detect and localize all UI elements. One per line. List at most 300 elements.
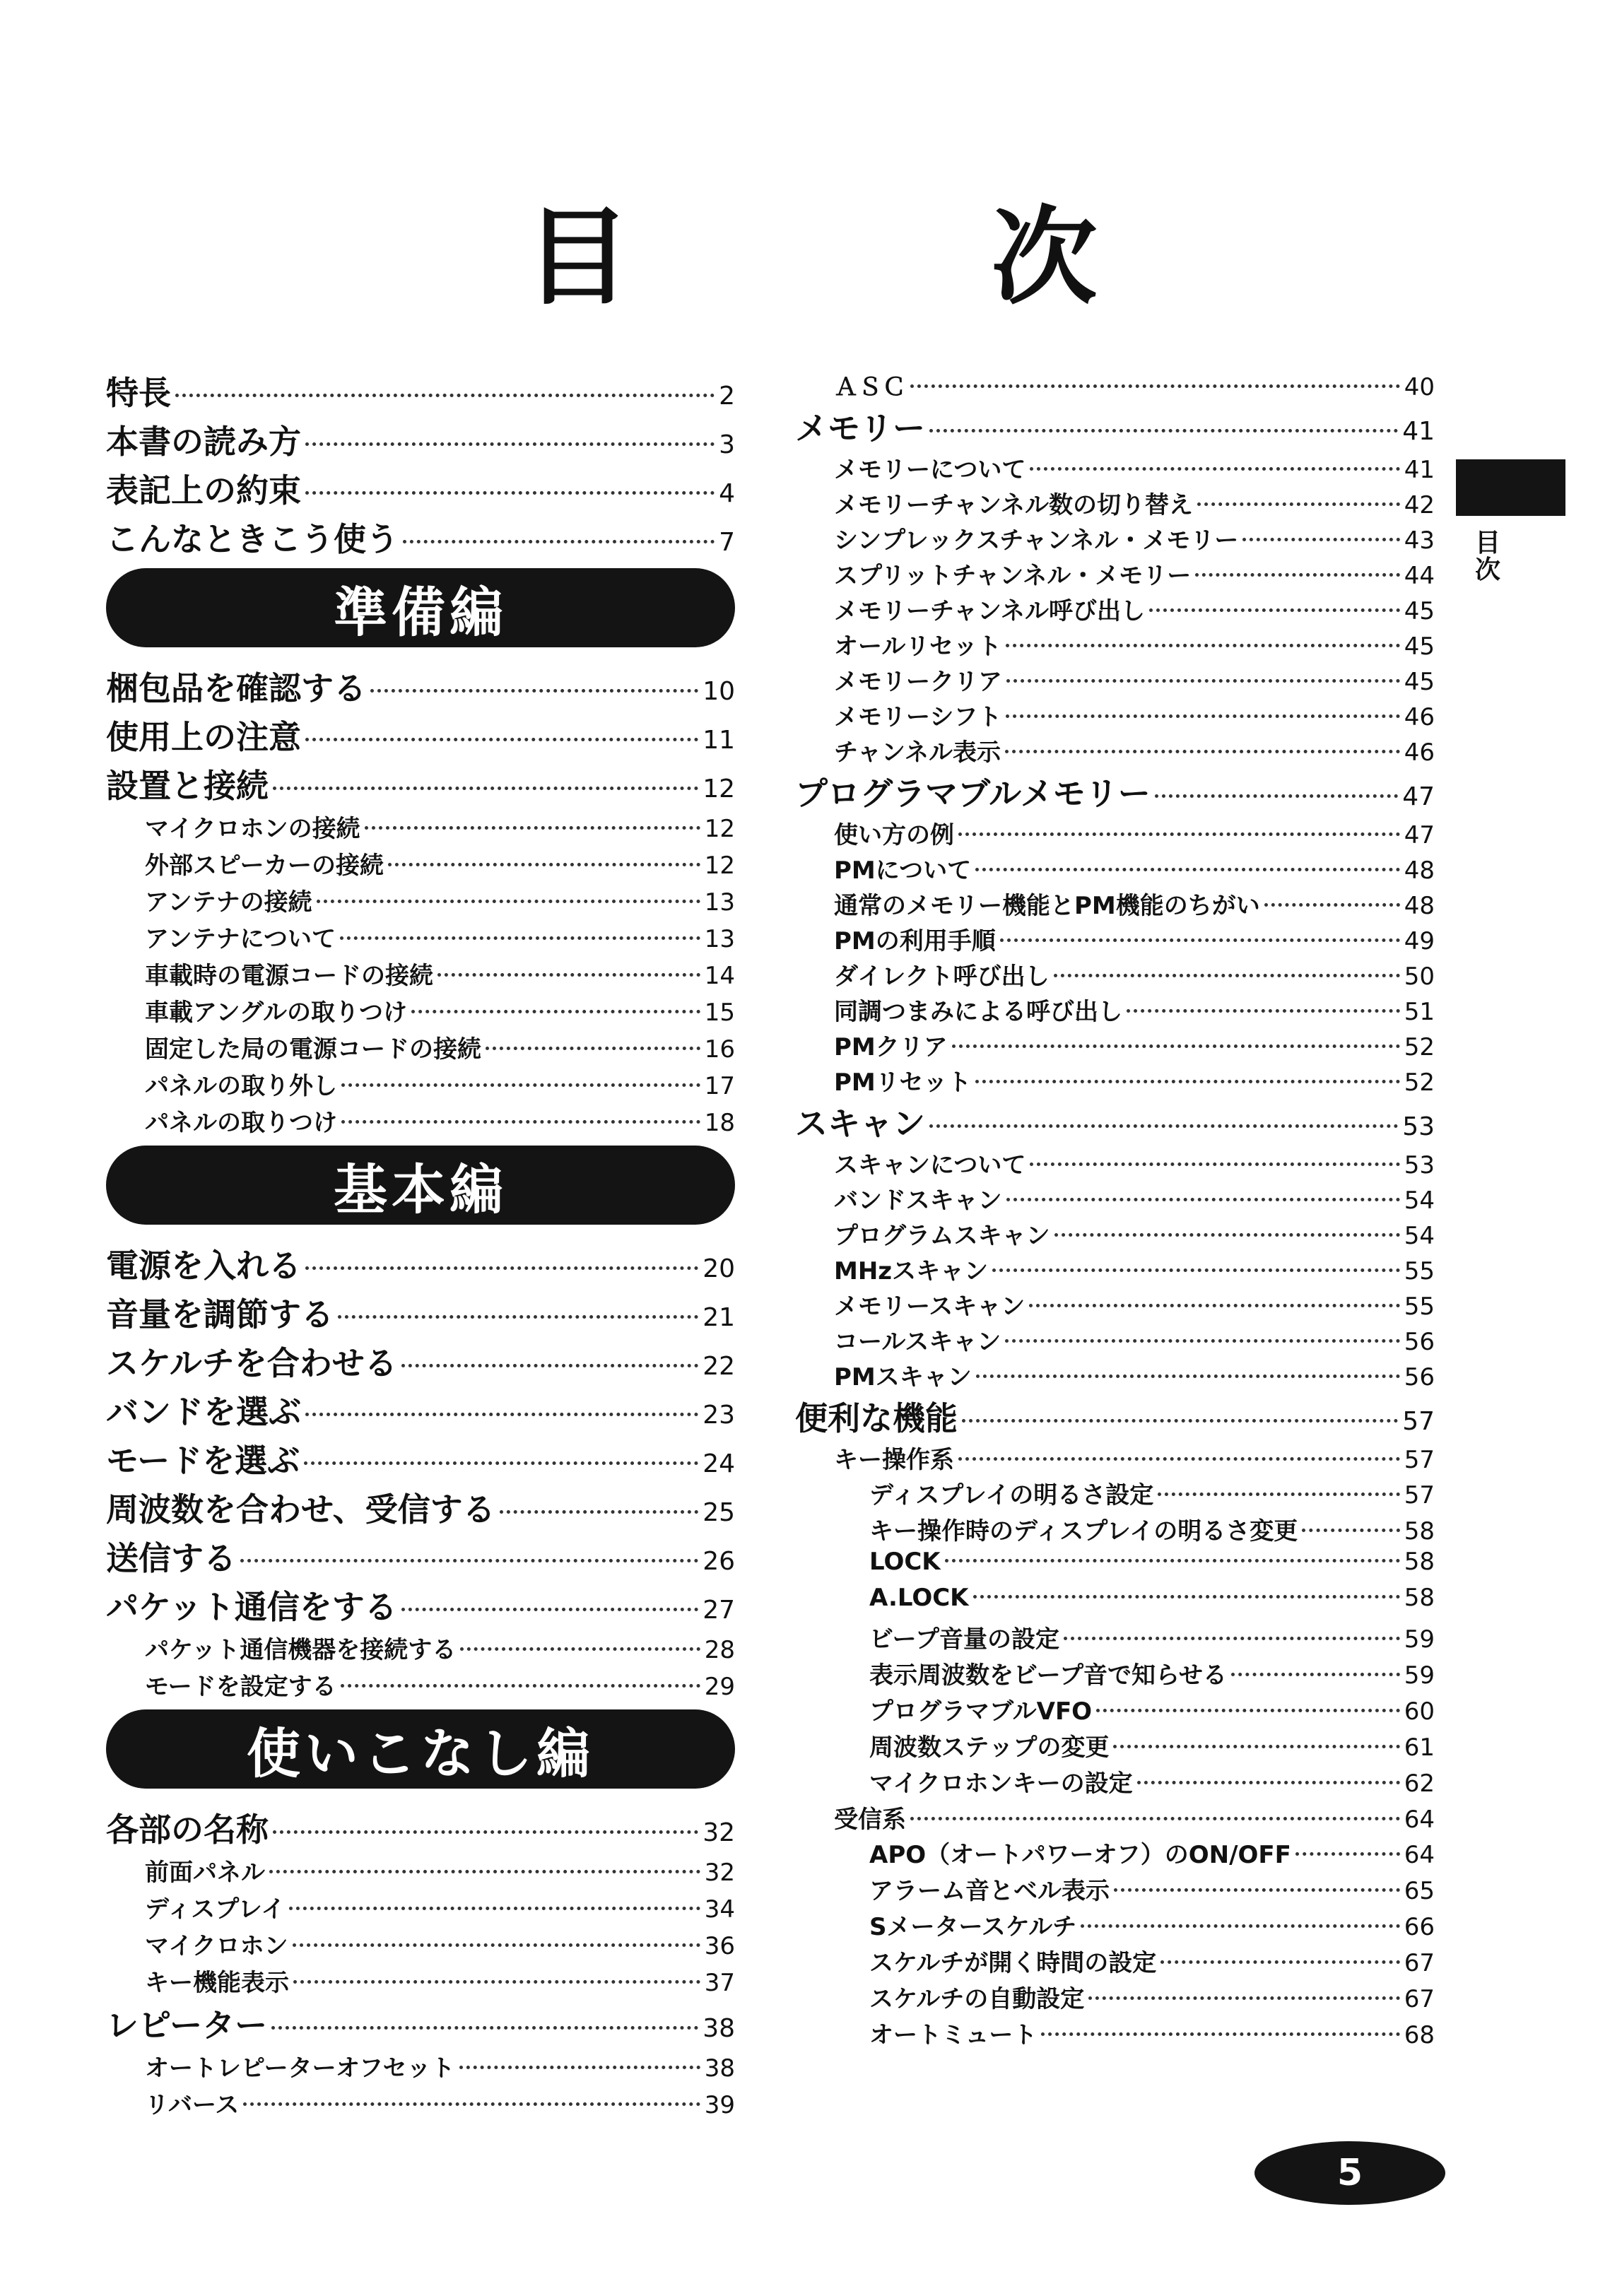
toc-entry[interactable] <box>106 809 735 846</box>
toc-entry[interactable] <box>795 1548 1435 1584</box>
toc-entry[interactable] <box>795 733 1435 768</box>
toc-entry-page: 29 <box>704 1673 735 1701</box>
toc-entry[interactable] <box>795 768 1435 816</box>
dot-leader <box>273 1830 698 1834</box>
toc-entry[interactable] <box>795 1287 1435 1322</box>
toc-entry[interactable] <box>106 1890 735 1926</box>
toc-entry[interactable] <box>106 1338 735 1387</box>
toc-entry-page: 39 <box>704 2091 735 2119</box>
toc-entry-page: 56 <box>1404 1363 1435 1391</box>
dot-leader <box>1195 573 1399 577</box>
toc-entry[interactable] <box>795 1098 1435 1146</box>
toc-entry[interactable] <box>795 1800 1435 1835</box>
toc-entry-page: 59 <box>1404 1625 1435 1654</box>
toc-entry-page: 59 <box>1404 1661 1435 1690</box>
toc-entry[interactable] <box>795 1584 1435 1620</box>
dot-leader <box>293 1980 700 1984</box>
toc-entry-title: 周波数を合わせ、受信する <box>106 1490 495 1529</box>
toc-entry[interactable] <box>795 1835 1435 1871</box>
dot-leader <box>1041 2032 1399 2036</box>
toc-entry-page: 3 <box>719 430 735 459</box>
toc-entry[interactable] <box>106 1926 735 1963</box>
dot-leader <box>1054 1233 1400 1237</box>
toc-entry-page: 13 <box>704 888 735 917</box>
section-tab-marker <box>1456 459 1565 516</box>
toc-entry-title: モードを設定する <box>145 1673 336 1701</box>
toc-entry[interactable] <box>795 992 1435 1028</box>
toc-entry-title: モードを選ぶ <box>106 1442 300 1480</box>
toc-entry-title: パネルの取りつけ <box>145 1109 337 1137</box>
toc-entry[interactable] <box>795 1028 1435 1063</box>
dot-leader <box>975 1080 1399 1083</box>
dot-leader <box>958 832 1400 836</box>
toc-entry-page: 66 <box>1404 1913 1435 1941</box>
section-banner: 使いこなし編 <box>106 1709 735 1789</box>
dot-leader <box>1029 1304 1399 1307</box>
dot-leader <box>1005 750 1400 753</box>
toc-entry-title: マイクロホン <box>145 1932 288 1960</box>
dot-leader <box>401 1364 698 1367</box>
toc-entry-page: 12 <box>703 775 735 803</box>
dot-leader <box>437 973 700 977</box>
toc-entry-title: スケルチを合わせる <box>106 1344 397 1382</box>
toc-entry[interactable] <box>795 957 1435 992</box>
toc-entry[interactable] <box>106 712 735 760</box>
dot-leader <box>1088 1996 1399 2000</box>
toc-entry-page: 49 <box>1404 927 1435 955</box>
toc-entry-title: メモリーについて <box>834 456 1026 484</box>
toc-entry-title: プログラマブルメモリー <box>795 775 1151 813</box>
dot-leader <box>1006 679 1400 683</box>
toc-entry-page: 58 <box>1404 1517 1435 1546</box>
toc-entry-title: 表示周波数をビープ音で知らせる <box>869 1661 1227 1690</box>
dot-leader <box>1295 1852 1400 1856</box>
toc-entry[interactable] <box>106 1240 735 1289</box>
toc-entry-page: 14 <box>704 962 735 990</box>
toc-entry-title: 車載時の電源コードの接続 <box>145 962 433 990</box>
toc-entry[interactable] <box>106 1387 735 1435</box>
toc-entry-title: 周波数ステップの変更 <box>869 1733 1110 1762</box>
toc-entry[interactable] <box>795 1764 1435 1800</box>
dot-leader <box>305 491 715 495</box>
dot-leader <box>243 2102 700 2106</box>
toc-entry[interactable] <box>106 993 735 1030</box>
dot-leader <box>1302 1529 1400 1532</box>
toc-entry-page: 54 <box>1404 1222 1435 1250</box>
toc-entry-page: 12 <box>704 815 735 843</box>
toc-entry[interactable] <box>106 1667 735 1704</box>
toc-entry[interactable] <box>795 591 1435 627</box>
toc-entry[interactable] <box>795 922 1435 957</box>
toc-entry-title: オートレピーターオフセット <box>145 2054 455 2083</box>
toc-entry[interactable] <box>106 846 735 883</box>
dot-leader <box>1158 1493 1400 1496</box>
toc-entry-page: 38 <box>704 2054 735 2083</box>
toc-entry[interactable] <box>795 1252 1435 1287</box>
toc-entry-title: チャンネル表示 <box>834 738 1001 767</box>
dot-leader <box>962 1419 1398 1423</box>
toc-entry-page: 38 <box>703 2014 735 2043</box>
toc-entry-page: 58 <box>1404 1584 1435 1612</box>
toc-entry-page: 67 <box>1404 1949 1435 1977</box>
toc-entry-title: オールリセット <box>834 632 1001 661</box>
toc-entry-page: 55 <box>1404 1257 1435 1285</box>
toc-entry-title: APO（オートパワーオフ）のON/OFF <box>869 1841 1291 1869</box>
dot-leader <box>1030 1162 1399 1166</box>
dot-leader <box>1005 1339 1399 1343</box>
toc-entry-title: 表記上の約束 <box>106 471 301 510</box>
toc-entry-title: PMスキャン <box>834 1363 972 1391</box>
dot-leader <box>1006 644 1400 647</box>
toc-entry-page: 37 <box>704 1969 735 1997</box>
toc-entry-title: ビープ音量の設定 <box>869 1625 1059 1654</box>
toc-entry-page: 45 <box>1404 597 1435 625</box>
toc-entry[interactable] <box>106 1853 735 1890</box>
toc-entry-page: 15 <box>704 999 735 1027</box>
toc-entry[interactable] <box>106 919 735 956</box>
toc-entry-title: キー操作系 <box>834 1446 954 1474</box>
dot-leader <box>341 1120 700 1124</box>
dot-leader <box>240 1559 698 1562</box>
toc-entry[interactable] <box>106 883 735 919</box>
toc-entry-title: 車載アングルの取りつけ <box>145 999 407 1027</box>
dot-leader <box>341 1083 700 1087</box>
dot-leader <box>1006 1198 1400 1201</box>
toc-entry[interactable] <box>106 465 735 514</box>
toc-entry[interactable] <box>795 1063 1435 1098</box>
toc-entry-title: ディスプレイの明るさ設定 <box>869 1481 1154 1509</box>
toc-entry-title: パネルの取り外し <box>145 1072 337 1100</box>
toc-entry-page: 57 <box>1404 1481 1435 1509</box>
toc-entry[interactable] <box>795 521 1435 556</box>
toc-entry[interactable] <box>106 956 735 993</box>
toc-entry-title: スケルチが開く時間の設定 <box>869 1949 1157 1977</box>
toc-left-column <box>106 367 735 2122</box>
toc-entry-page: 68 <box>1404 2021 1435 2049</box>
dot-leader <box>317 900 700 903</box>
toc-entry[interactable] <box>795 697 1435 733</box>
toc-entry-title: スキャン <box>795 1105 925 1143</box>
dot-leader <box>929 1124 1398 1128</box>
toc-entry-page: 27 <box>703 1596 735 1625</box>
toc-entry-title: 便利な機能 <box>795 1399 958 1437</box>
toc-entry-title: アラーム音とベル表示 <box>869 1877 1110 1905</box>
dot-leader <box>273 787 698 790</box>
toc-entry[interactable] <box>106 1484 735 1533</box>
toc-entry-page: 52 <box>1404 1068 1435 1097</box>
toc-entry-title: マイクロホンキーの設定 <box>869 1770 1133 1798</box>
dot-leader <box>1096 1709 1400 1712</box>
section-tab-label: 目次 <box>1474 529 1500 584</box>
dot-leader <box>952 1044 1400 1048</box>
toc-entry-page: 42 <box>1404 491 1435 519</box>
toc-entry-page: 45 <box>1404 668 1435 696</box>
toc-entry-title: キー操作時のディスプレイの明るさ変更 <box>869 1517 1298 1546</box>
toc-entry-page: 52 <box>1404 1033 1435 1061</box>
dot-leader <box>388 863 700 866</box>
dot-leader <box>341 1684 700 1688</box>
toc-entry-title: こんなときこう使う <box>106 520 399 558</box>
dot-leader <box>976 1374 1400 1378</box>
toc-entry-page: 11 <box>703 726 735 755</box>
toc-entry[interactable] <box>795 1393 1435 1440</box>
toc-entry-page: 58 <box>1404 1548 1435 1576</box>
toc-entry-title: オートミュート <box>869 2021 1038 2049</box>
toc-entry[interactable] <box>795 1620 1435 1656</box>
toc-entry[interactable] <box>795 2015 1435 2051</box>
toc-entry[interactable] <box>106 1630 735 1667</box>
dot-leader <box>403 540 715 543</box>
toc-entry-title: 梱包品を確認する <box>106 669 366 707</box>
dot-leader <box>973 1595 1400 1599</box>
toc-entry-title: レピーター <box>106 2006 268 2044</box>
dot-leader <box>401 1608 698 1611</box>
toc-entry-title: 固定した局の電源コードの接続 <box>145 1035 481 1064</box>
toc-entry[interactable] <box>106 663 735 712</box>
toc-entry-title: スケルチの自動設定 <box>869 1985 1085 2013</box>
dot-leader <box>338 1315 698 1319</box>
toc-entry[interactable] <box>795 1943 1435 1979</box>
dot-leader <box>975 868 1400 871</box>
section-banner: 準備編 <box>106 568 735 647</box>
dot-leader <box>340 936 700 940</box>
dot-leader <box>1006 714 1399 718</box>
toc-entry-title: 本書の読み方 <box>106 423 301 461</box>
dot-leader <box>365 826 700 830</box>
toc-entry-title: アンテナの接続 <box>145 888 312 917</box>
toc-entry-page: 57 <box>1402 1407 1435 1436</box>
toc-entry[interactable] <box>795 1728 1435 1764</box>
toc-entry-page: 47 <box>1402 782 1435 811</box>
toc-entry-page: 43 <box>1404 526 1435 555</box>
dot-leader <box>1155 794 1398 798</box>
toc-entry-title: バンドスキャン <box>834 1187 1002 1215</box>
dot-leader <box>1113 1745 1399 1748</box>
toc-entry-page: 46 <box>1404 738 1435 767</box>
toc-entry[interactable] <box>106 2000 735 2049</box>
toc-entry[interactable] <box>795 1907 1435 1943</box>
dot-leader <box>305 1413 698 1416</box>
dot-leader <box>1231 1673 1400 1676</box>
toc-entry-page: 65 <box>1404 1877 1435 1905</box>
dot-leader <box>1264 903 1400 907</box>
toc-entry-title: 特長 <box>106 374 171 412</box>
dot-leader <box>305 738 698 741</box>
toc-entry[interactable] <box>795 1322 1435 1358</box>
dot-leader <box>1242 538 1399 541</box>
toc-entry[interactable] <box>106 1030 735 1066</box>
toc-entry-title: シンプレックスチャンネル・メモリー <box>834 526 1239 555</box>
toc-entry[interactable] <box>795 662 1435 697</box>
toc-entry-title: PMの利用手順 <box>834 927 996 955</box>
toc-entry-title: ダイレクト呼び出し <box>834 962 1050 991</box>
toc-entry[interactable] <box>106 1804 735 1853</box>
toc-entry[interactable] <box>795 1476 1435 1512</box>
toc-entry-title: メモリーチャンネル数の切り替え <box>834 491 1193 519</box>
toc-entry-title: 前面パネル <box>145 1859 265 1887</box>
toc-entry-title: 使い方の例 <box>834 821 954 849</box>
dot-leader <box>305 1266 698 1270</box>
toc-entry-page: 50 <box>1404 962 1435 991</box>
toc-entry-page: 53 <box>1404 1151 1435 1179</box>
toc-entry-title: Sメータースケルチ <box>869 1913 1077 1941</box>
toc-entry[interactable] <box>106 2049 735 2085</box>
toc-entry-title: バンドを選ぶ <box>106 1393 301 1431</box>
toc-entry-page: 60 <box>1404 1697 1435 1726</box>
toc-entry-title: スキャンについて <box>834 1151 1026 1179</box>
dot-leader <box>486 1047 700 1050</box>
toc-entry[interactable] <box>795 886 1435 922</box>
page-number: 5 <box>1254 2141 1445 2205</box>
toc-entry[interactable] <box>106 1963 735 2000</box>
toc-entry-page: 47 <box>1404 821 1435 849</box>
toc-entry-page: 40 <box>1404 373 1435 401</box>
dot-leader <box>910 1817 1400 1820</box>
toc-entry-title: 音量を調節する <box>106 1295 334 1334</box>
toc-entry-title: 送信する <box>106 1539 236 1577</box>
toc-entry[interactable] <box>106 514 735 563</box>
toc-entry-page: 32 <box>703 1818 735 1847</box>
toc-entry[interactable] <box>795 1871 1435 1907</box>
toc-entry-title: キー機能表示 <box>145 1969 289 1997</box>
toc-entry-title: スプリットチャンネル・メモリー <box>834 562 1192 590</box>
dot-leader <box>1127 1009 1400 1013</box>
dot-leader <box>500 1510 699 1514</box>
dot-leader <box>411 1010 700 1013</box>
toc-entry-page: 46 <box>1404 703 1435 731</box>
toc-entry[interactable] <box>795 1216 1435 1252</box>
toc-entry[interactable] <box>106 367 735 416</box>
toc-entry-page: 25 <box>703 1498 735 1527</box>
toc-entry-page: 55 <box>1404 1293 1435 1321</box>
dot-leader <box>1030 467 1399 471</box>
dot-leader <box>460 1647 700 1651</box>
toc-entry-title: 各部の名称 <box>106 1811 269 1849</box>
dot-leader <box>269 1870 700 1873</box>
toc-entry[interactable] <box>795 1692 1435 1728</box>
toc-entry-page: 12 <box>704 852 735 880</box>
toc-entry-page: 20 <box>703 1254 735 1283</box>
toc-entry-title: ディスプレイ <box>145 1895 286 1924</box>
toc-entry-title: パケット通信機器を接続する <box>145 1636 457 1664</box>
toc-entry-title: PMクリア <box>834 1033 948 1061</box>
toc-entry-page: 26 <box>703 1547 735 1576</box>
toc-entry-page: 62 <box>1404 1770 1435 1798</box>
dot-leader <box>1081 1924 1400 1928</box>
toc-entry-page: 4 <box>719 479 735 508</box>
toc-entry-page: 67 <box>1404 1985 1435 2013</box>
toc-entry[interactable] <box>795 556 1435 591</box>
toc-entry-page: 51 <box>1404 998 1435 1026</box>
toc-entry[interactable] <box>795 367 1435 403</box>
dot-leader <box>289 1907 700 1910</box>
toc-entry-title: LOCK <box>869 1548 941 1576</box>
dot-leader <box>1114 1888 1400 1892</box>
toc-entry[interactable] <box>106 1103 735 1140</box>
toc-entry[interactable] <box>106 1435 735 1484</box>
toc-entry-page: 54 <box>1404 1187 1435 1215</box>
toc-right-column <box>795 367 1435 2051</box>
toc-entry[interactable] <box>795 450 1435 485</box>
toc-entry[interactable] <box>106 1289 735 1338</box>
toc-entry-page: 16 <box>704 1035 735 1064</box>
dot-leader <box>1000 938 1400 942</box>
toc-entry[interactable] <box>106 760 735 809</box>
toc-entry[interactable] <box>106 1066 735 1103</box>
toc-entry-page: 32 <box>704 1859 735 1887</box>
toc-entry-title: プログラムスキャン <box>834 1222 1050 1250</box>
toc-entry[interactable] <box>795 1181 1435 1216</box>
section-banner: 基本編 <box>106 1146 735 1225</box>
toc-entry-title: パケット通信をする <box>106 1588 397 1626</box>
toc-entry[interactable] <box>795 816 1435 851</box>
toc-entry-page: 44 <box>1404 562 1435 590</box>
toc-entry[interactable] <box>106 1582 735 1630</box>
toc-entry[interactable] <box>795 1512 1435 1548</box>
toc-entry-title: MHzスキャン <box>834 1257 989 1285</box>
toc-entry-title: メモリーチャンネル呼び出し <box>834 597 1145 625</box>
toc-entry-title: メモリースキャン <box>834 1293 1025 1321</box>
toc-entry-page: 48 <box>1404 892 1435 920</box>
toc-entry[interactable] <box>795 851 1435 886</box>
toc-entry[interactable] <box>795 1440 1435 1476</box>
dot-leader <box>929 429 1398 432</box>
toc-entry-page: 18 <box>704 1109 735 1137</box>
toc-entry-page: 64 <box>1404 1806 1435 1834</box>
dot-leader <box>945 1559 1400 1562</box>
dot-leader <box>1064 1637 1400 1640</box>
dot-leader <box>958 1457 1400 1461</box>
toc-entry[interactable] <box>795 1979 1435 2015</box>
toc-entry-page: 41 <box>1404 456 1435 484</box>
toc-entry-page: 56 <box>1404 1328 1435 1356</box>
toc-entry-title: 外部スピーカーの接続 <box>145 852 384 880</box>
dot-leader <box>305 442 715 446</box>
toc-entry-page: 17 <box>704 1072 735 1100</box>
toc-entry-title: PMについて <box>834 856 972 885</box>
toc-entry[interactable] <box>106 1533 735 1582</box>
toc-entry-title: リバース <box>145 2091 240 2119</box>
toc-entry[interactable] <box>795 485 1435 521</box>
toc-entry-title: 受信系 <box>834 1806 906 1834</box>
page-title: 目 次 <box>524 196 1225 319</box>
dot-leader <box>293 1943 700 1947</box>
toc-entry-page: 34 <box>704 1895 735 1924</box>
toc-entry[interactable] <box>106 416 735 465</box>
toc-entry[interactable] <box>106 2085 735 2122</box>
toc-entry-title: メモリークリア <box>834 668 1002 696</box>
dot-leader <box>1137 1781 1400 1784</box>
toc-entry[interactable] <box>795 1146 1435 1181</box>
dot-leader <box>1197 502 1400 506</box>
toc-entry[interactable] <box>795 1656 1435 1692</box>
toc-entry-page: 57 <box>1404 1446 1435 1474</box>
dot-leader <box>910 384 1400 388</box>
toc-entry-title: PMリセット <box>834 1068 972 1097</box>
toc-entry[interactable] <box>795 403 1435 450</box>
toc-entry-page: 36 <box>704 1932 735 1960</box>
toc-entry-page: 28 <box>704 1636 735 1664</box>
toc-entry-page: 24 <box>703 1449 735 1478</box>
toc-entry-title: プログラマブルVFO <box>869 1697 1093 1726</box>
toc-entry-title: 通常のメモリー機能とPM機能のちがい <box>834 892 1260 920</box>
toc-entry[interactable] <box>795 1358 1435 1393</box>
toc-entry-title: メモリー <box>795 409 925 447</box>
toc-entry[interactable] <box>795 627 1435 662</box>
toc-entry-page: 7 <box>719 528 735 557</box>
toc-entry-page: 41 <box>1402 417 1435 446</box>
dot-leader <box>459 2066 700 2069</box>
